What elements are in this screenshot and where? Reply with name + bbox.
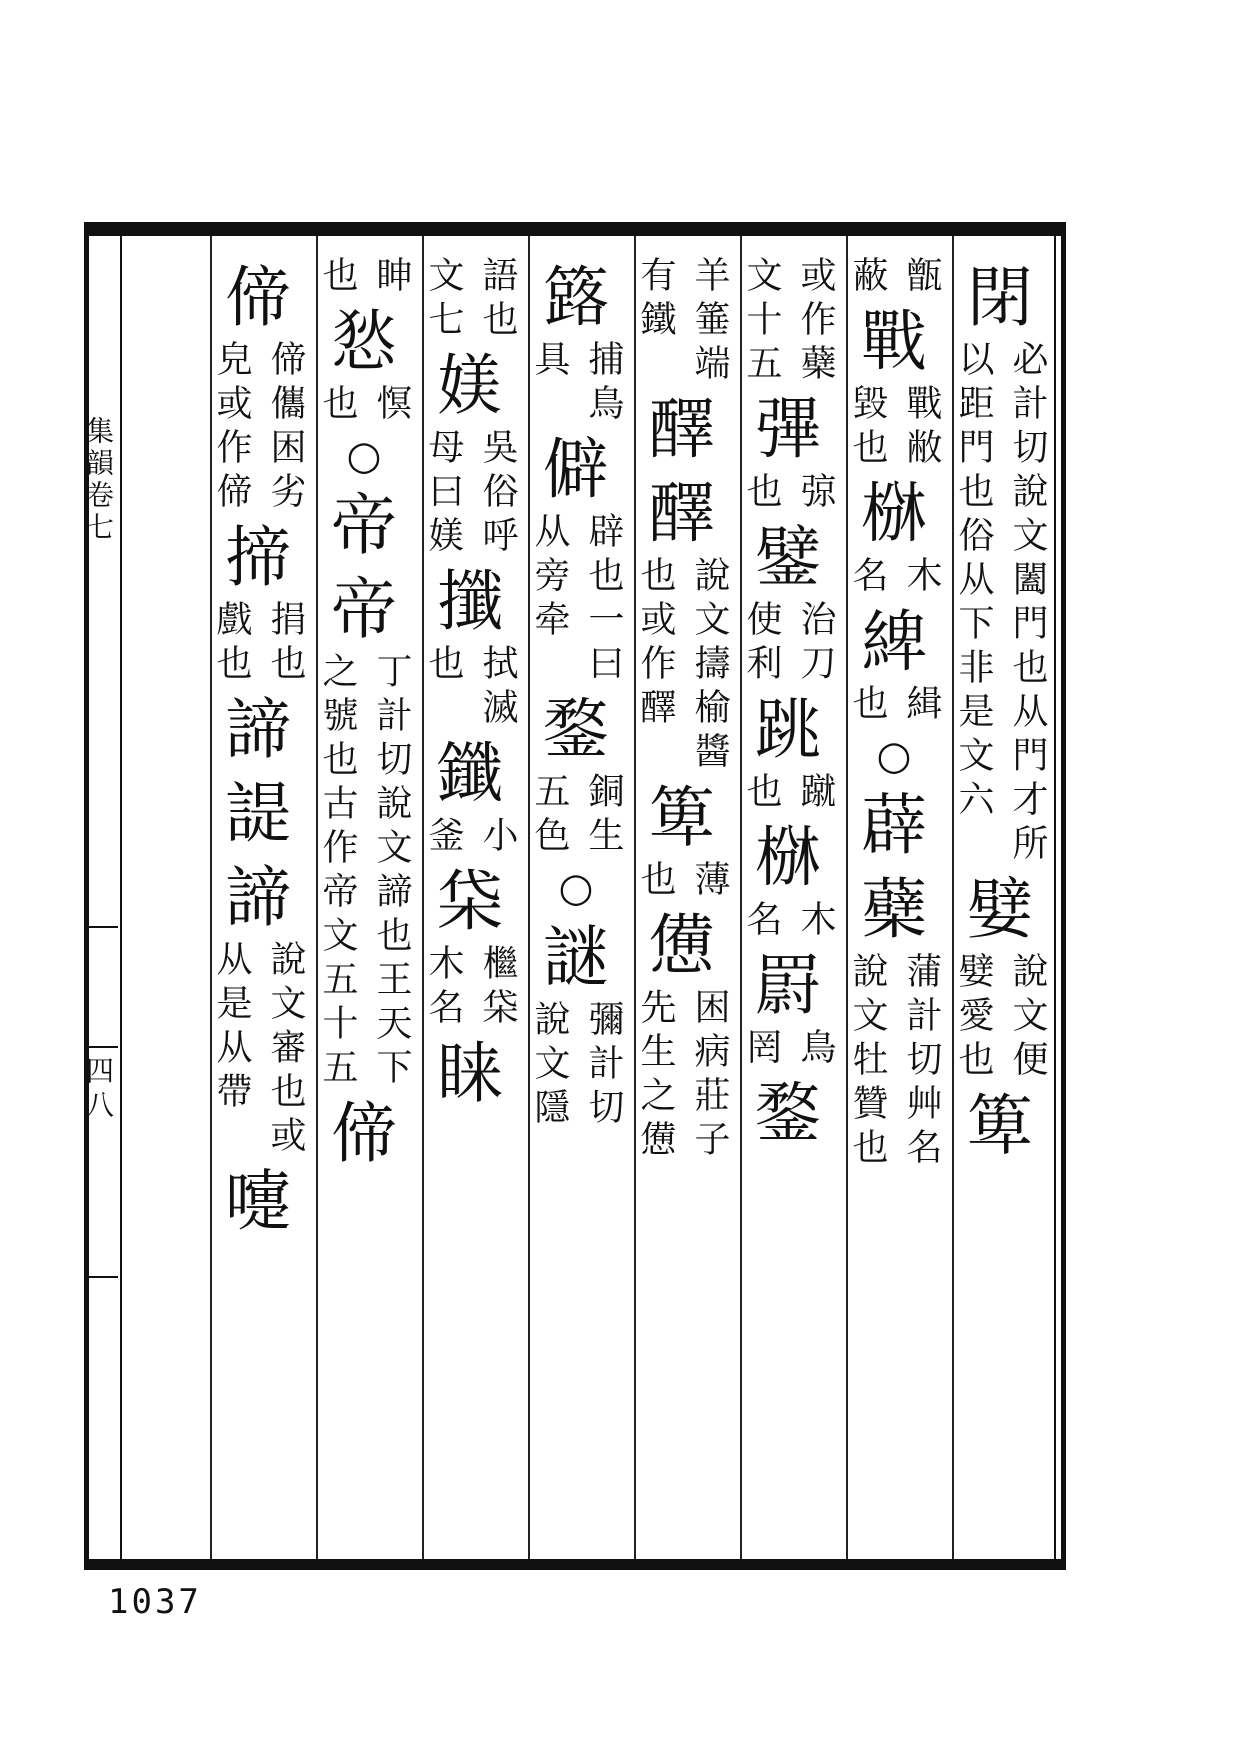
headword: 諦: [225, 691, 291, 768]
gloss-left-line: 釜: [423, 816, 464, 860]
gloss: [739, 472, 837, 516]
headword: 箄: [967, 1087, 1033, 1164]
margin-tick: [88, 1046, 118, 1048]
gloss: [209, 940, 307, 1160]
text-column: [206, 256, 310, 1546]
gloss: [739, 256, 837, 388]
gloss-left-line: 也: [741, 772, 782, 816]
gloss-right-line: 困病莊子: [689, 988, 730, 1164]
gloss-left-line: 毀也: [847, 384, 888, 472]
text-column: [524, 256, 628, 1546]
gloss-left-line: 也: [317, 256, 358, 300]
headword: 椕: [755, 819, 821, 896]
gloss: [633, 860, 731, 904]
gloss: [421, 816, 519, 860]
gloss: [209, 600, 307, 688]
headword: 薜: [861, 787, 927, 864]
gloss: [845, 556, 943, 600]
text-column: [312, 256, 416, 1546]
gloss: [315, 652, 413, 1092]
headword: 醳: [649, 391, 715, 468]
gloss-right-line: 木: [901, 556, 942, 600]
headword: 彃: [755, 391, 821, 468]
gloss-right-line: 彌計切: [583, 1000, 624, 1132]
gloss-right-line: 弶: [795, 472, 836, 516]
section-circle-mark: ○: [558, 865, 594, 911]
headword: 睐: [437, 1035, 503, 1112]
gloss-left-line: 有鐵: [635, 256, 676, 344]
headword: 戰: [861, 303, 927, 380]
gloss: [951, 952, 1049, 1084]
headword: 憊: [649, 907, 715, 984]
gloss: [315, 256, 413, 300]
headword: 簬: [543, 259, 609, 336]
gloss-right-line: 拭滅: [477, 644, 518, 732]
gloss-right-line: 捐也: [265, 600, 306, 688]
text-column: [736, 256, 840, 1546]
headword: 鐾: [755, 519, 821, 596]
headword: 箄: [649, 779, 715, 856]
gloss: [315, 384, 413, 428]
margin-title: 集韻卷七: [82, 416, 115, 544]
margin-tick: [88, 1276, 118, 1278]
gloss-right-line: 木: [795, 900, 836, 944]
gloss: [739, 900, 837, 944]
page-number: 1037: [108, 1582, 202, 1622]
gloss-right-line: 必計切說文闔門也从門才所: [1007, 340, 1048, 868]
headword: 嚏: [225, 1163, 291, 1240]
headword: 罻: [755, 947, 821, 1024]
gloss-left-line: 也: [847, 684, 888, 728]
gloss-right-line: 或作蘗: [795, 256, 836, 388]
gloss-left-line: 也或作醳: [635, 556, 676, 732]
text-column: [630, 256, 734, 1546]
gloss-right-line: 小: [477, 816, 518, 860]
text-column: [418, 256, 522, 1546]
margin-rule: [120, 236, 122, 1559]
gloss-left-line: 文七: [423, 256, 464, 344]
gloss: [209, 340, 307, 516]
section-circle-mark: ○: [876, 733, 912, 779]
gloss: [845, 684, 943, 728]
headword: 鍪: [755, 1075, 821, 1152]
gloss-right-line: 鳥: [795, 1028, 836, 1072]
gloss-right-line: 辟也一曰: [583, 512, 624, 688]
gloss-left-line: 皃或作偙: [211, 340, 252, 516]
gloss-right-line: 蹴: [795, 772, 836, 816]
gloss: [739, 600, 837, 688]
headword: 僻: [543, 431, 609, 508]
frame-inner-rule: [1054, 236, 1056, 1559]
gloss: [421, 256, 519, 344]
gloss: [951, 340, 1049, 868]
gloss-right-line: 甑: [901, 256, 942, 300]
gloss: [527, 1000, 625, 1132]
headword: 媄: [437, 347, 503, 424]
headword: 謎: [543, 919, 609, 996]
gloss: [527, 512, 625, 688]
gloss-right-line: 眒: [371, 256, 412, 300]
gloss-left-line: 之號也古作帝文五十五: [317, 652, 358, 1092]
gloss-left-line: 罔: [741, 1028, 782, 1072]
headword: 諟: [225, 775, 291, 852]
gloss: [633, 256, 731, 388]
gloss-left-line: 蔽: [847, 256, 888, 300]
gloss-right-line: 羊箠端: [689, 256, 730, 388]
gloss-left-line: 說文隱: [529, 1000, 570, 1132]
gloss: [633, 988, 731, 1164]
gloss: [845, 256, 943, 300]
gloss-left-line: 也: [317, 384, 358, 428]
gloss: [527, 772, 625, 860]
headword: 揥: [225, 519, 291, 596]
gloss-right-line: 緝: [901, 684, 942, 728]
headword: 閉: [967, 259, 1033, 336]
gloss-right-line: 薄: [689, 860, 730, 904]
gloss-right-line: 蒲計切艸名: [901, 952, 942, 1172]
gloss: [421, 644, 519, 732]
headword: 蘗: [861, 871, 927, 948]
gloss-left-line: 嬖愛也: [953, 952, 994, 1084]
gloss-left-line: 木名: [423, 944, 464, 1032]
gloss: [845, 384, 943, 472]
gloss-left-line: 也: [741, 472, 782, 516]
headword: 帝: [331, 487, 397, 564]
gloss-right-line: 偙儶困劣: [265, 340, 306, 516]
section-circle-mark: ○: [346, 433, 382, 479]
gloss: [421, 944, 519, 1032]
gloss-left-line: 也: [423, 644, 464, 688]
gloss-left-line: 也: [635, 860, 676, 904]
gloss-left-line: 从旁牵: [529, 512, 570, 644]
headword: 鑯: [437, 735, 503, 812]
gloss-left-line: 以距門也俗从下非是文六: [953, 340, 994, 824]
headword: 鍪: [543, 691, 609, 768]
gloss: [845, 952, 943, 1172]
headword: 椕: [861, 475, 927, 552]
headword: 帝: [331, 571, 397, 648]
gloss: [527, 340, 625, 428]
gloss-left-line: 母曰媄: [423, 428, 464, 560]
gloss: [739, 1028, 837, 1072]
gloss-right-line: 銅生: [583, 772, 624, 860]
gloss: [739, 772, 837, 816]
headword: 跳: [755, 691, 821, 768]
gloss-left-line: 具: [529, 340, 570, 384]
margin-leaf-number: 四八: [82, 1056, 115, 1124]
gloss-left-line: 戲也: [211, 600, 252, 688]
gloss-right-line: 語也: [477, 256, 518, 344]
gloss-right-line: 檵柋: [477, 944, 518, 1032]
gloss-left-line: 从是从帶: [211, 940, 252, 1116]
headword: 嬖: [967, 871, 1033, 948]
text-column: [948, 256, 1052, 1546]
headword: 悐: [331, 303, 397, 380]
gloss-left-line: 名: [741, 900, 782, 944]
headword: 綼: [861, 603, 927, 680]
page-margin-strip: [82, 236, 118, 1559]
gloss-right-line: 說文審也或: [265, 940, 306, 1160]
gloss-right-line: 說文便: [1007, 952, 1048, 1084]
gloss-left-line: 說文牡贊也: [847, 952, 888, 1172]
margin-tick: [88, 926, 118, 928]
gloss-right-line: 慏: [371, 384, 412, 428]
gloss-right-line: 戰敝: [901, 384, 942, 472]
gloss-right-line: 治刀: [795, 600, 836, 688]
headword: 攕: [437, 563, 503, 640]
gloss-right-line: 捕鳥: [583, 340, 624, 428]
headword: 醳: [649, 475, 715, 552]
gloss: [633, 556, 731, 776]
gloss-left-line: 名: [847, 556, 888, 600]
gloss: [421, 428, 519, 560]
headword: 偙: [225, 259, 291, 336]
headword: 偙: [331, 1095, 397, 1172]
gloss-right-line: 丁計切說文諦也王天下: [371, 652, 412, 1092]
gloss-right-line: 說文擣榆醬: [689, 556, 730, 776]
gloss-left-line: 文十五: [741, 256, 782, 388]
gloss-right-line: 吳俗呼: [477, 428, 518, 560]
text-column: [842, 256, 946, 1546]
gloss-left-line: 先生之憊: [635, 988, 676, 1164]
headword: 柋: [437, 863, 503, 940]
gloss-left-line: 使利: [741, 600, 782, 688]
headword: 諦: [225, 859, 291, 936]
gloss-left-line: 五色: [529, 772, 570, 860]
